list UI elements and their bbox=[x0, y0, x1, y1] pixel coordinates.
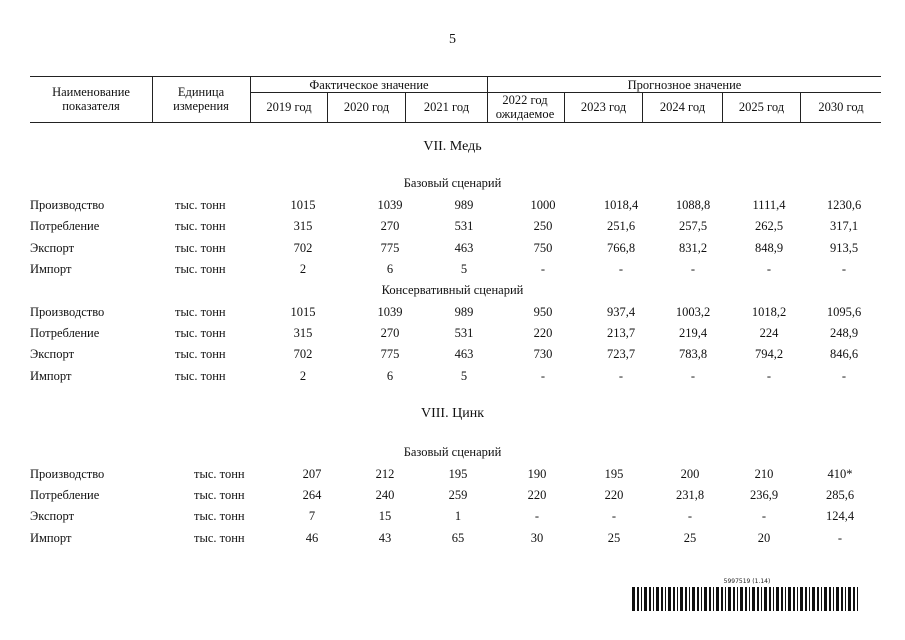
row-value: 1095,6 bbox=[826, 305, 862, 319]
row-name: Производство bbox=[30, 305, 105, 319]
row-value: 1 bbox=[454, 509, 462, 523]
row-value: - bbox=[690, 369, 696, 383]
row-unit: тыс. тонн bbox=[175, 326, 226, 340]
row-name: Производство bbox=[30, 467, 105, 481]
row-name: Импорт bbox=[30, 369, 72, 383]
header-fact-group: Фактическое значение bbox=[309, 78, 429, 92]
row-name: Экспорт bbox=[30, 241, 75, 255]
row-unit: тыс. тонн bbox=[175, 241, 226, 255]
row-value: 1003,2 bbox=[675, 305, 711, 319]
row-name: Потребление bbox=[30, 219, 100, 233]
row-value: - bbox=[761, 509, 767, 523]
row-value: 1111,4 bbox=[752, 198, 786, 212]
row-value: 212 bbox=[375, 467, 395, 481]
row-value: 195 bbox=[448, 467, 468, 481]
row-value: 2 bbox=[299, 369, 307, 383]
row-value: 1018,4 bbox=[603, 198, 639, 212]
row-value: 989 bbox=[454, 198, 474, 212]
row-value: 5 bbox=[460, 262, 468, 276]
row-value: 190 bbox=[527, 467, 547, 481]
row-value: 270 bbox=[380, 326, 400, 340]
row-value: - bbox=[766, 262, 772, 276]
row-value: 1000 bbox=[530, 198, 556, 212]
row-value: 220 bbox=[604, 488, 624, 502]
row-value: - bbox=[618, 369, 624, 383]
row-value: 463 bbox=[454, 347, 474, 361]
row-value: - bbox=[534, 509, 540, 523]
row-unit: тыс. тонн bbox=[175, 219, 226, 233]
row-value: 766,8 bbox=[606, 241, 636, 255]
row-value: 248,9 bbox=[829, 326, 859, 340]
row-value: 213,7 bbox=[606, 326, 636, 340]
row-value: 224 bbox=[759, 326, 779, 340]
row-name: Потребление bbox=[30, 326, 100, 340]
row-unit: тыс. тонн bbox=[175, 198, 226, 212]
header-top-rule bbox=[30, 76, 881, 77]
row-value: 989 bbox=[454, 305, 474, 319]
header-year: 2024 год bbox=[659, 100, 706, 114]
row-value: 65 bbox=[451, 531, 465, 545]
header-year: 2023 год bbox=[580, 100, 627, 114]
row-value: - bbox=[611, 509, 617, 523]
row-value: - bbox=[618, 262, 624, 276]
barcode-bars bbox=[632, 587, 862, 611]
row-name: Производство bbox=[30, 198, 105, 212]
row-value: 317,1 bbox=[829, 219, 859, 233]
row-value: 730 bbox=[533, 347, 553, 361]
row-value: 25 bbox=[683, 531, 697, 545]
header-name-column: Наименование показателя bbox=[52, 85, 130, 113]
row-value: - bbox=[687, 509, 693, 523]
section-title: VIII. Цинк bbox=[421, 406, 484, 421]
row-value: - bbox=[837, 531, 843, 545]
row-value: - bbox=[690, 262, 696, 276]
header-year: 2020 год bbox=[343, 100, 390, 114]
row-value: 6 bbox=[386, 262, 394, 276]
row-value: 775 bbox=[380, 347, 400, 361]
row-value: 846,6 bbox=[829, 347, 859, 361]
row-value: 463 bbox=[454, 241, 474, 255]
row-unit: тыс. тонн bbox=[175, 262, 226, 276]
row-value: 270 bbox=[380, 219, 400, 233]
row-value: 1039 bbox=[377, 198, 403, 212]
row-value: 1015 bbox=[290, 305, 316, 319]
row-value: 315 bbox=[293, 326, 313, 340]
row-value: 1039 bbox=[377, 305, 403, 319]
row-value: 6 bbox=[386, 369, 394, 383]
row-value: 775 bbox=[380, 241, 400, 255]
row-value: 2 bbox=[299, 262, 307, 276]
row-value: 783,8 bbox=[678, 347, 708, 361]
row-value: 20 bbox=[757, 531, 771, 545]
row-name: Импорт bbox=[30, 531, 72, 545]
header-year: 2019 год bbox=[266, 100, 312, 114]
row-value: 794,2 bbox=[754, 347, 784, 361]
row-value: 264 bbox=[302, 488, 322, 502]
row-unit: тыс. тонн bbox=[194, 488, 245, 502]
scenario-title: Базовый сценарий bbox=[403, 176, 502, 190]
row-value: 1015 bbox=[290, 198, 316, 212]
row-value: 702 bbox=[293, 347, 313, 361]
header-divider bbox=[152, 76, 153, 122]
row-value: 950 bbox=[533, 305, 553, 319]
row-value: 750 bbox=[533, 241, 553, 255]
scenario-title: Базовый сценарий bbox=[403, 445, 502, 459]
row-value: 831,2 bbox=[678, 241, 708, 255]
row-value: 250 bbox=[533, 219, 553, 233]
row-value: 7 bbox=[308, 509, 316, 523]
row-value: - bbox=[766, 369, 772, 383]
row-value: 251,6 bbox=[606, 219, 636, 233]
row-value: 240 bbox=[375, 488, 395, 502]
row-value: 5 bbox=[460, 369, 468, 383]
row-value: 231,8 bbox=[675, 488, 705, 502]
row-value: 285,6 bbox=[825, 488, 855, 502]
row-value: - bbox=[540, 369, 546, 383]
header-unit-column: Единица измерения bbox=[173, 85, 229, 113]
row-value: 124,4 bbox=[825, 509, 855, 523]
header-year: 2022 год ожидаемое bbox=[495, 93, 555, 121]
row-value: 1088,8 bbox=[675, 198, 711, 212]
row-value: 25 bbox=[607, 531, 621, 545]
row-value: 1230,6 bbox=[826, 198, 862, 212]
row-value: 207 bbox=[302, 467, 322, 481]
row-value: 220 bbox=[533, 326, 553, 340]
row-value: 195 bbox=[604, 467, 624, 481]
row-value: - bbox=[841, 262, 847, 276]
row-value: 236,9 bbox=[749, 488, 779, 502]
row-value: 219,4 bbox=[678, 326, 708, 340]
row-value: 848,9 bbox=[754, 241, 784, 255]
row-value: 210 bbox=[754, 467, 774, 481]
row-unit: тыс. тонн bbox=[194, 509, 245, 523]
row-value: 30 bbox=[530, 531, 544, 545]
row-name: Потребление bbox=[30, 488, 100, 502]
barcode-text: 5997519 (1.14) bbox=[723, 578, 771, 585]
row-value: 1018,2 bbox=[751, 305, 787, 319]
row-value: 410* bbox=[827, 467, 853, 481]
page-number: 5 bbox=[449, 32, 456, 47]
row-value: 723,7 bbox=[606, 347, 636, 361]
row-unit: тыс. тонн bbox=[194, 531, 245, 545]
row-value: 220 bbox=[527, 488, 547, 502]
row-name: Экспорт bbox=[30, 509, 75, 523]
header-year: 2030 год bbox=[818, 100, 864, 114]
row-value: 262,5 bbox=[754, 219, 784, 233]
row-name: Экспорт bbox=[30, 347, 75, 361]
row-unit: тыс. тонн bbox=[175, 305, 226, 319]
row-value: 200 bbox=[680, 467, 700, 481]
row-value: 702 bbox=[293, 241, 313, 255]
header-year: 2021 год bbox=[423, 100, 470, 114]
row-value: 43 bbox=[378, 531, 392, 545]
row-value: 531 bbox=[454, 326, 474, 340]
section-title: VII. Медь bbox=[423, 139, 482, 154]
header-group-rule bbox=[250, 92, 881, 93]
row-value: 315 bbox=[293, 219, 313, 233]
header-forecast-group: Прогнозное значение bbox=[627, 78, 742, 92]
row-value: 937,4 bbox=[606, 305, 636, 319]
barcode bbox=[632, 578, 862, 611]
row-value: 46 bbox=[305, 531, 319, 545]
row-value: 913,5 bbox=[829, 241, 859, 255]
row-unit: тыс. тонн bbox=[175, 347, 226, 361]
header-year: 2025 год bbox=[738, 100, 785, 114]
row-value: 531 bbox=[454, 219, 474, 233]
row-value: 15 bbox=[378, 509, 392, 523]
row-unit: тыс. тонн bbox=[175, 369, 226, 383]
row-value: 257,5 bbox=[678, 219, 708, 233]
header-bottom-rule bbox=[30, 122, 881, 123]
row-unit: тыс. тонн bbox=[194, 467, 245, 481]
row-value: - bbox=[540, 262, 546, 276]
scenario-title: Консервативный сценарий bbox=[381, 283, 524, 297]
row-name: Импорт bbox=[30, 262, 72, 276]
row-value: 259 bbox=[448, 488, 468, 502]
row-value: - bbox=[841, 369, 847, 383]
